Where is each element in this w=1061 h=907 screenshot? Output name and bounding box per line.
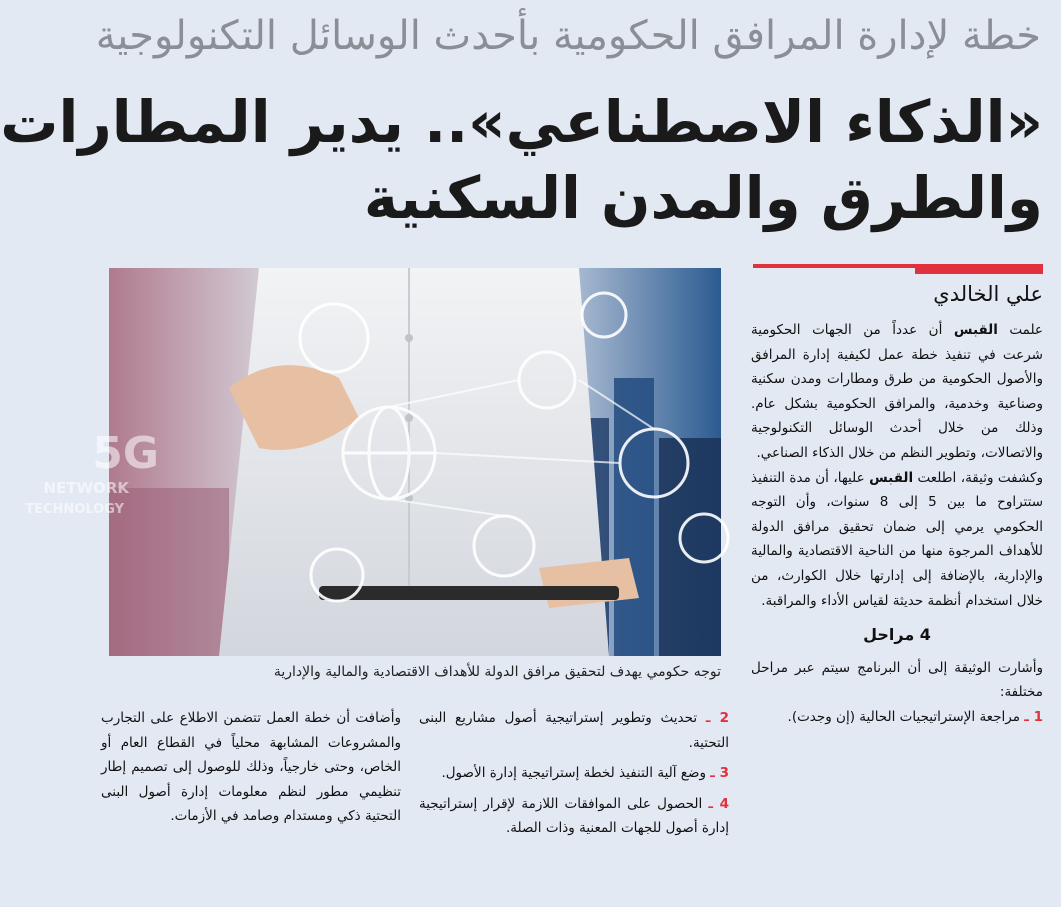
tech-illustration: [25, 268, 721, 656]
list-item: 4 ـ الحصول على الموافقات اللازمة لإقرار إستراتيجية إدارة أصول للجهات المعنية وذات الصلة.: [419, 795, 729, 837]
paragraph-1: علمت القبس أن عدداً من الجهات الحكومية شرعت في تنفيذ خطة عمل لكيفية إدارة المرافق والأصول الحكومية من طرق ومطارات ومدن سكنية وصناعية وخدمية، والمرافق الحكومية بشكل عام. وذلك من خلال أحدث الوسائل التكنولوجية والاتصالات، وتطوير النظم من خلال الذكاء الصناعي.: [751, 322, 1043, 461]
article-headline: [0, 84, 1043, 236]
article-column-1: [751, 318, 1043, 736]
paragraph-3: وأشارت الوثيقة إلى أن البرنامج سيتم عبر مراحل مختلفة:: [751, 659, 1043, 701]
article-column-3: [101, 706, 401, 829]
headline-line-1: «الذكاء الاصطناعي».. يدير المطارات: [0, 88, 1043, 156]
headline-line-2: والطرق والمدن السكنية: [363, 164, 1043, 232]
paragraph-4: وأضافت أن خطة العمل تتضمن الاطلاع على التجارب والمشروعات المشابهة محلياً في القطاع العام أو الخاص، وحتى خارجياً، وذلك للوصول إلى تصميم إطار تنظيمي مطور لنظم معلومات إدارة أصول البنى التحتية ذكي ومستدام وصامد في الأزمات.: [101, 710, 401, 825]
photo-overlay-technology: TECHNOLOGY: [25, 502, 124, 517]
article-photo: [25, 268, 721, 656]
list-item: 2 ـ تحديث وتطوير إستراتيجية أصول مشاريع البنى التحتية.: [419, 710, 729, 751]
paragraph-2: وكشفت وثيقة، اطلعت القبس عليها، أن مدة التنفيذ ستتراوح ما بين 5 إلى 8 سنوات، وأن التوجه الحكومي يرمي إلى ضمان تحقيق مرافق الدولة للأهداف المرجوة منها من الناحية الاقتصادية والمالية والإدارية، بالإضافة إلى إدارتها خلال الكوارث، من خلال استخدام أنظمة حديثة لقياس الأداء والمراقبة.: [751, 469, 1044, 609]
article-kicker: خطة لإدارة المرافق الحكومية بأحدث الوسائل التكنولوجية: [95, 13, 1041, 59]
photo-overlay-network: NETWORK: [43, 479, 129, 497]
article-column-2: [419, 706, 729, 847]
author-divider: [753, 264, 1043, 268]
subheading: 4 مراحل: [863, 625, 931, 645]
photo-caption: توجه حكومي يهدف لتحقيق مرافق الدولة للأهداف الاقتصادية والمالية والإدارية: [273, 664, 721, 680]
list-item: 3 ـ وضع آلية التنفيذ لخطة إستراتيجية إدارة الأصول.: [441, 765, 729, 782]
source-name: القبس: [953, 322, 998, 338]
list-item: 1 ـ مراجعة الإستراتيجيات الحالية (إن وجدت).: [787, 708, 1043, 725]
photo-overlay-5g: 5G: [92, 428, 159, 479]
source-name: القبس: [869, 469, 914, 486]
author-name: علي الخالدي: [933, 282, 1043, 306]
